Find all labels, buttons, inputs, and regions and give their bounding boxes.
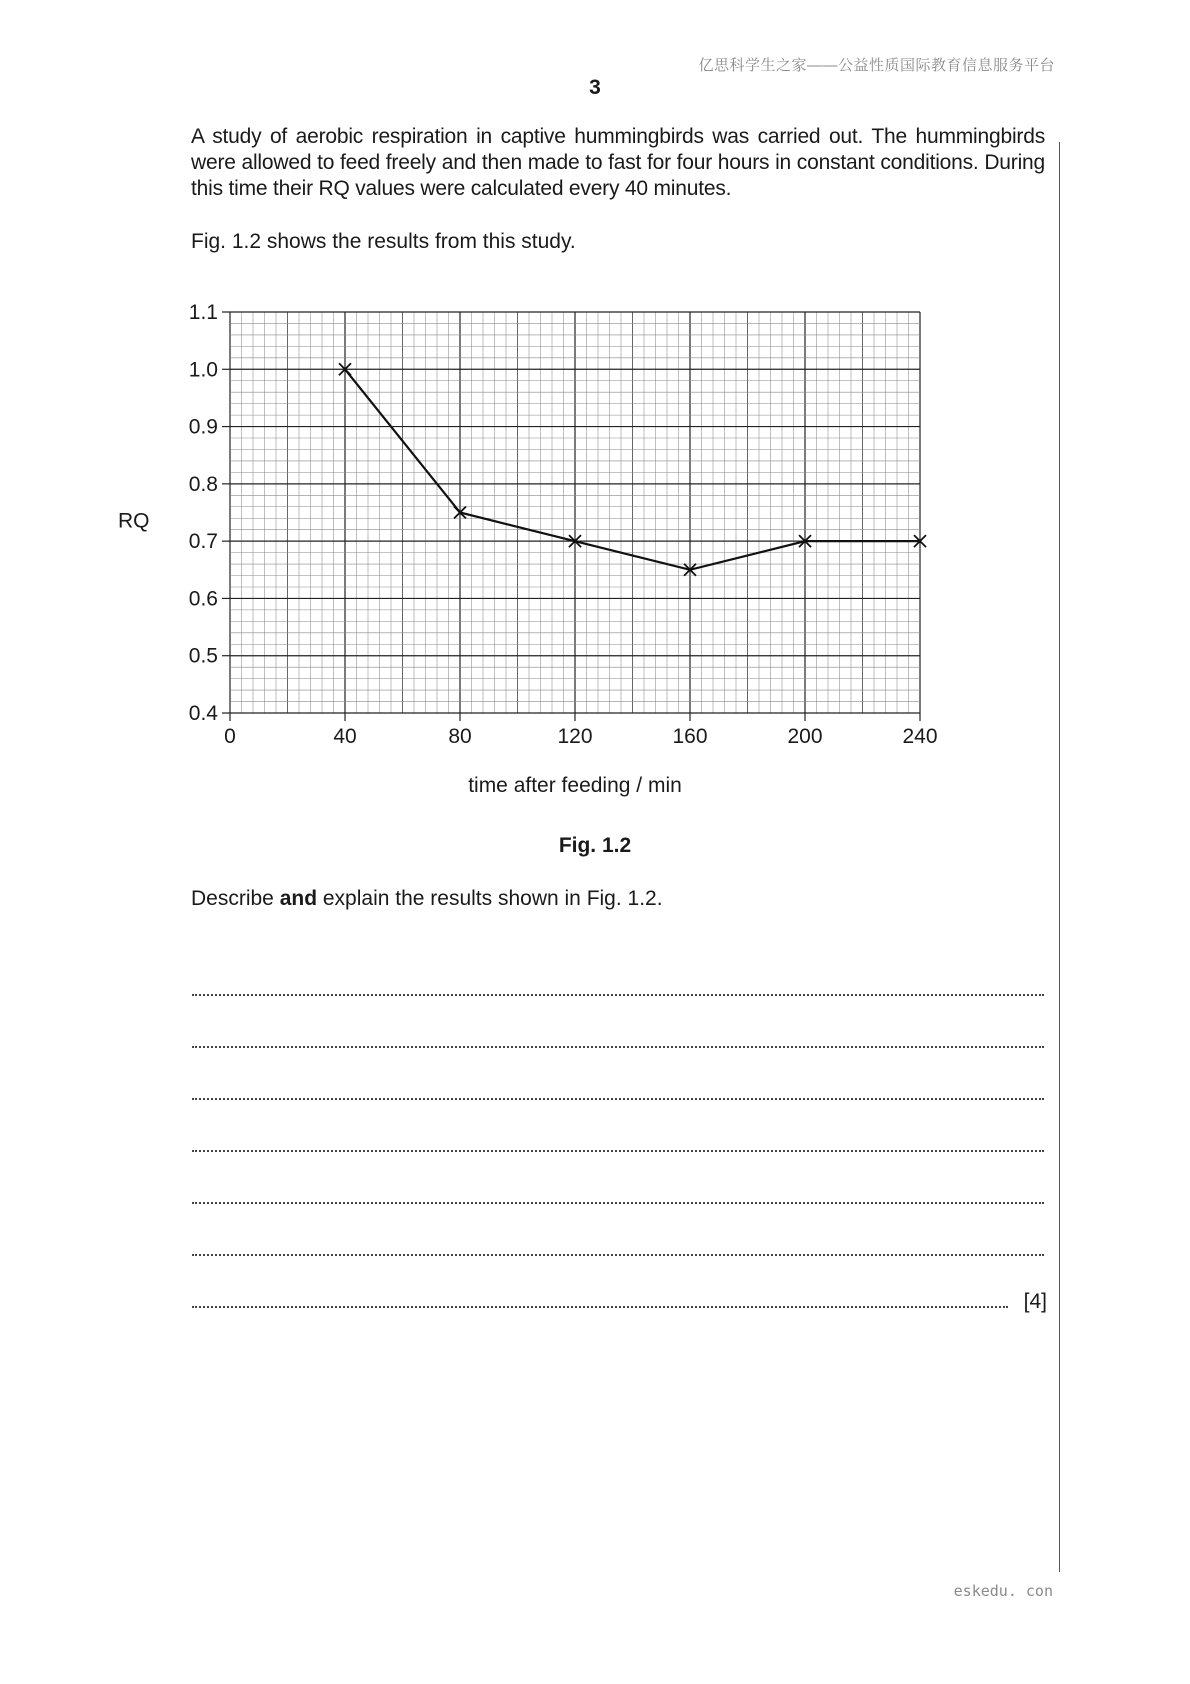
figure-caption: Fig. 1.2 — [558, 834, 632, 857]
x-tick-label: 120 — [557, 725, 593, 748]
x-tick-label: 240 — [902, 725, 938, 748]
y-tick-label: 0.7 — [188, 530, 218, 554]
y-tick-label: 0.8 — [188, 472, 218, 496]
y-tick-label: 0.9 — [188, 415, 218, 439]
x-tick-label: 40 — [333, 725, 357, 748]
x-axis-label: time after feeding / min — [468, 774, 682, 797]
answer-line[interactable] — [192, 1152, 1044, 1204]
question-text — [191, 887, 663, 911]
y-tick-label: 0.4 — [188, 702, 218, 725]
answer-line[interactable] — [192, 944, 1044, 996]
page-number: 3 — [589, 76, 601, 99]
x-tick-label: 0 — [224, 725, 236, 748]
question-prefix: Describe — [191, 887, 280, 910]
answer-line[interactable] — [192, 1048, 1044, 1100]
watermark-text: 亿思科学生之家——公益性质国际教育信息服务平台 — [698, 57, 1055, 74]
footer-site: eskedu. con — [953, 1582, 1053, 1600]
y-tick-label: 0.6 — [188, 587, 218, 611]
answer-line[interactable] — [192, 1256, 1047, 1313]
chart-labels — [118, 301, 938, 797]
marks-label: [4] — [1023, 1290, 1047, 1313]
intro-paragraph: A study of aerobic respiration in captive hummingbirds was carried out. The hummingbirds were allowed to feed freely and then made to fast for four hours in constant conditions. During this time their RQ values were calculated every 40 minutes. — [191, 125, 1045, 200]
intro-text — [191, 124, 1045, 202]
question-suffix: explain the results shown in Fig. 1.2. — [317, 887, 663, 910]
rq-line-chart — [100, 290, 960, 810]
answer-line[interactable] — [192, 996, 1044, 1048]
figure-lead-in: Fig. 1.2 shows the results from this study. — [191, 230, 576, 253]
dotted-rule — [192, 1306, 1008, 1308]
chart-grid — [230, 312, 920, 713]
answer-line[interactable] — [192, 1100, 1044, 1152]
answer-lines — [192, 944, 1047, 1313]
y-tick-label: 1.0 — [188, 358, 218, 382]
y-axis-label: RQ — [118, 509, 150, 533]
y-tick-label: 1.1 — [188, 301, 218, 324]
answer-line[interactable] — [192, 1204, 1044, 1256]
y-tick-label: 0.5 — [188, 644, 218, 668]
x-tick-label: 80 — [448, 725, 472, 748]
x-tick-label: 200 — [787, 725, 823, 748]
x-tick-label: 160 — [672, 725, 708, 748]
chart-axes — [222, 312, 920, 721]
question-emphasis: and — [279, 887, 318, 910]
